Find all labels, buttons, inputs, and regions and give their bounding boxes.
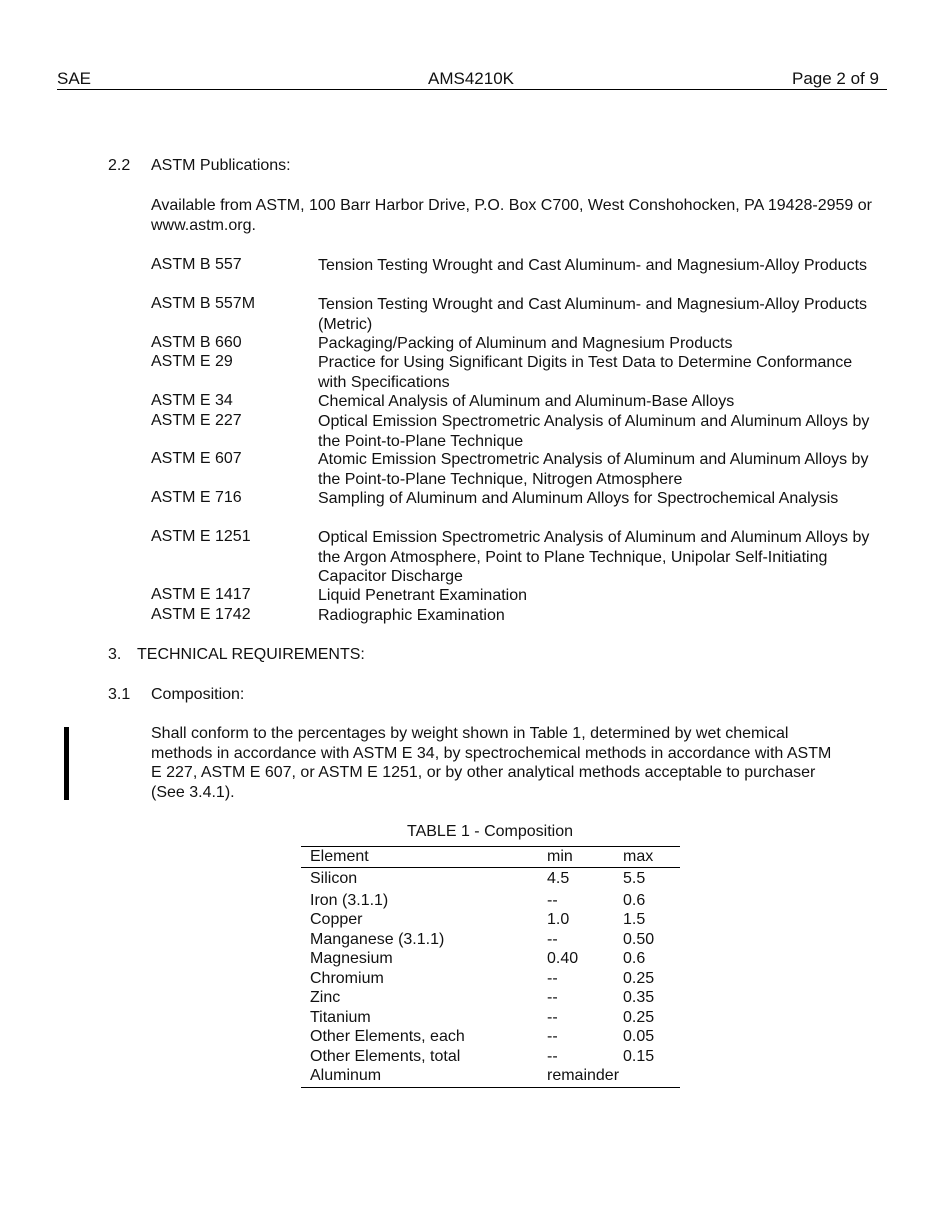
section-2-2-title: ASTM Publications: [151, 157, 291, 174]
reference-title: Chemical Analysis of Aluminum and Aluminum-Base Alloys [318, 393, 735, 410]
section-3-title: TECHNICAL REQUIREMENTS: [137, 646, 365, 663]
reference-title: Optical Emission Spectrometric Analysis of Aluminum and Aluminum Alloys by the Point-to-Plane Technique [318, 413, 870, 450]
row-max: 5.5 [623, 870, 646, 887]
astm-availability: Available from ASTM, 100 Barr Harbor Drive, P.O. Box C700, West Conshohocken, PA 19428-2959 or www.astm.org. [151, 197, 872, 234]
header-page-number: Page 2 of 9 [792, 69, 879, 88]
table-bottom-rule [301, 1087, 680, 1088]
reference-title: Radiographic Examination [318, 607, 505, 624]
row-min: -- [547, 970, 558, 987]
row-element: Other Elements, each [310, 1028, 465, 1045]
table-caption: TABLE 1 - Composition [407, 823, 573, 840]
row-max: 0.15 [623, 1048, 655, 1065]
reference-code: ASTM E 227 [151, 412, 242, 429]
reference-code: ASTM E 29 [151, 353, 233, 370]
reference-title: Tension Testing Wrought and Cast Aluminum- and Magnesium-Alloy Products [318, 257, 868, 274]
reference-title: Atomic Emission Spectrometric Analysis of Aluminum and Aluminum Alloys by the Point-to-Plane Technique, Nitrogen Atmosphere [318, 451, 869, 488]
row-element: Magnesium [310, 950, 393, 967]
header-left: SAE [57, 69, 92, 88]
reference-title: Tension Testing Wrought and Cast Aluminum- and Magnesium-Alloy Products (Metric) [318, 296, 868, 333]
reference-code: ASTM E 607 [151, 450, 242, 467]
row-element: Manganese (3.1.1) [310, 931, 445, 948]
reference-title: Practice for Using Significant Digits in Test Data to Determine Conformance with Specifications [318, 354, 853, 391]
revision-change-bar [64, 727, 69, 800]
reference-title: Packaging/Packing of Aluminum and Magnesium Products [318, 335, 733, 352]
row-min: -- [547, 989, 558, 1006]
row-min: 0.40 [547, 950, 579, 967]
reference-code: ASTM B 557 [151, 256, 242, 273]
row-min: -- [547, 1009, 558, 1026]
row-max: 0.05 [623, 1028, 655, 1045]
header-max: max [623, 848, 654, 865]
row-min: 1.0 [547, 911, 570, 928]
header-doc-number: AMS4210K [428, 69, 514, 88]
reference-code: ASTM B 660 [151, 334, 242, 351]
row-element: Other Elements, total [310, 1048, 461, 1065]
row-min: -- [547, 892, 558, 909]
header-min: min [547, 848, 573, 865]
row-value-remainder: remainder [547, 1067, 620, 1084]
row-element: Zinc [310, 989, 341, 1006]
header-element: Element [310, 848, 369, 865]
reference-code: ASTM E 716 [151, 489, 242, 506]
row-max: 0.6 [623, 950, 646, 967]
row-max: 0.25 [623, 1009, 655, 1026]
reference-title: Optical Emission Spectrometric Analysis of Aluminum and Aluminum Alloys by the Argon Atmosphere, Point to Plane Technique, Unipolar Self-Initiating Capacitor Discharge [318, 529, 870, 585]
row-element: Iron (3.1.1) [310, 892, 389, 909]
row-max: 0.50 [623, 931, 655, 948]
row-element: Silicon [310, 870, 358, 887]
row-min: -- [547, 1028, 558, 1045]
section-3-1-number: 3.1 [108, 686, 131, 703]
row-max: 0.25 [623, 970, 655, 987]
row-element: Chromium [310, 970, 384, 987]
composition-paragraph: Shall conform to the percentages by weight shown in Table 1, determined by wet chemical methods in accordance with ASTM E 34, by spectrochemical methods in accordance with ASTM E 227, ASTM E 607, or ASTM E 1251, or by other analytical methods acceptable to purchaser (See 3.4.1). [151, 725, 832, 801]
section-3-1-title: Composition: [151, 686, 245, 703]
reference-code: ASTM E 1417 [151, 586, 251, 603]
reference-code: ASTM E 1251 [151, 528, 251, 545]
row-max: 0.6 [623, 892, 646, 909]
reference-code: ASTM E 34 [151, 392, 233, 409]
row-max: 1.5 [623, 911, 646, 928]
reference-title: Sampling of Aluminum and Aluminum Alloys for Spectrochemical Analysis [318, 490, 839, 507]
reference-title: Liquid Penetrant Examination [318, 587, 528, 604]
reference-code: ASTM E 1742 [151, 606, 251, 623]
row-element: Titanium [310, 1009, 371, 1026]
row-max: 0.35 [623, 989, 655, 1006]
section-3-number: 3. [108, 646, 122, 663]
header-rule [57, 89, 887, 90]
row-min: -- [547, 931, 558, 948]
row-min: -- [547, 1048, 558, 1065]
row-min: 4.5 [547, 870, 570, 887]
table-header-rule [301, 867, 680, 868]
section-2-2-number: 2.2 [108, 157, 131, 174]
row-element: Copper [310, 911, 363, 928]
reference-code: ASTM B 557M [151, 295, 256, 312]
row-element-aluminum: Aluminum [310, 1067, 382, 1084]
